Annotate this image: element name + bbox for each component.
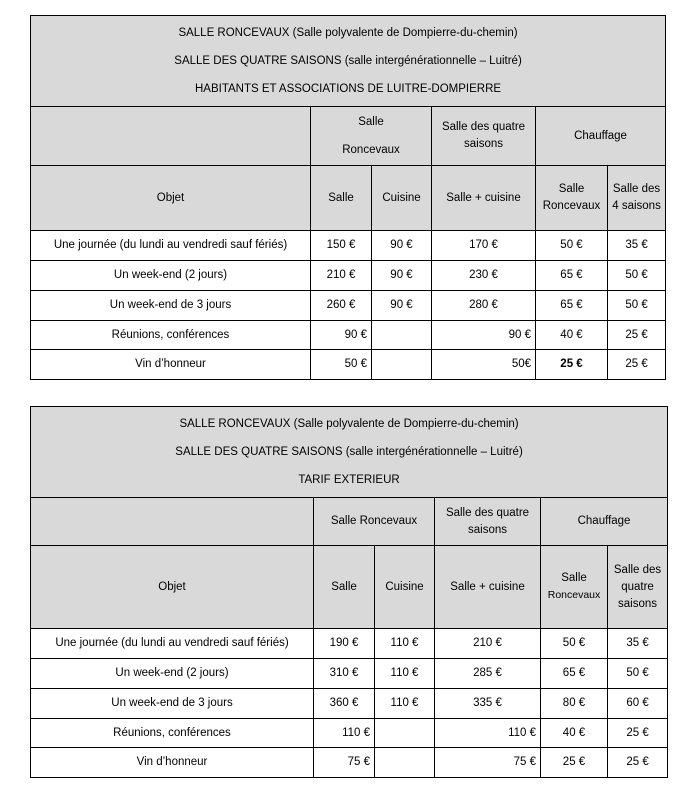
cell-chauffage-roncevaux: 25 € xyxy=(541,748,608,778)
title-line: HABITANTS ET ASSOCIATIONS DE LUITRE-DOMPIERRE xyxy=(194,83,502,95)
cell-quatre-saisons: 280 € xyxy=(432,291,536,321)
title-line: SALLE RONCEVAUX (Salle polyvalente de Dompierre-du-chemin) xyxy=(179,418,519,430)
header-line: Salle xyxy=(561,572,587,584)
header-salle-cuisine: Salle + cuisine xyxy=(435,546,541,629)
table-title-row xyxy=(31,16,666,107)
cell-quatre-saisons: 335 € xyxy=(435,689,541,719)
cell-salle: 260 € xyxy=(311,291,372,321)
cell-chauffage-roncevaux: 50 € xyxy=(541,629,608,659)
cell-cuisine xyxy=(375,719,435,748)
table-row xyxy=(31,350,666,380)
table-title xyxy=(31,16,666,107)
header-salle: Salle xyxy=(314,546,375,629)
cell-salle: 310 € xyxy=(314,659,375,689)
cell-cuisine xyxy=(375,748,435,778)
cell-objet: Une journée (du lundi au vendredi sauf fériés) xyxy=(31,231,311,261)
cell-cuisine: 110 € xyxy=(375,689,435,719)
table-row xyxy=(31,689,668,719)
header-cuisine: Cuisine xyxy=(372,166,432,231)
cell-cuisine xyxy=(372,321,432,350)
cell-chauffage-roncevaux: 80 € xyxy=(541,689,608,719)
cell-chauffage-quatre-saisons: 25 € xyxy=(608,748,668,778)
header-salle: Salle xyxy=(311,166,372,231)
cell-salle: 150 € xyxy=(311,231,372,261)
cell-chauffage-quatre-saisons: 25 € xyxy=(608,321,666,350)
cell-chauffage-roncevaux: 65 € xyxy=(536,291,608,321)
cell-quatre-saisons: 110 € xyxy=(435,719,541,748)
table-row xyxy=(31,261,666,291)
header-quatre-saisons: Salle des quatre saisons xyxy=(432,107,536,166)
cell-chauffage-roncevaux: 65 € xyxy=(541,659,608,689)
cell-cuisine: 90 € xyxy=(372,291,432,321)
header-quatre-saisons: Salle des quatre saisons xyxy=(435,498,541,546)
cell-salle: 75 € xyxy=(314,748,375,778)
header-objet: Objet xyxy=(31,166,311,231)
sub-header-row xyxy=(31,166,666,231)
title-line: SALLE DES QUATRE SAISONS (salle intergénérationnelle – Luitré) xyxy=(175,446,523,458)
cell-chauffage-quatre-saisons: 50 € xyxy=(608,659,668,689)
cell-objet: Vin d’honneur xyxy=(31,350,311,380)
empty-header-cell xyxy=(31,498,314,546)
header-cuisine: Cuisine xyxy=(375,546,435,629)
empty-header-cell xyxy=(31,107,311,166)
cell-objet: Une journée (du lundi au vendredi sauf fériés) xyxy=(31,629,314,659)
cell-chauffage-quatre-saisons: 50 € xyxy=(608,261,666,291)
cell-cuisine: 90 € xyxy=(372,231,432,261)
cell-salle: 50 € xyxy=(311,350,372,380)
header-salle-roncevaux xyxy=(311,107,432,166)
cell-quatre-saisons: 90 € xyxy=(432,321,536,350)
sub-header-row xyxy=(31,546,668,629)
tarif-table-habitants xyxy=(30,15,666,380)
cell-objet: Vin d’honneur xyxy=(31,748,314,778)
cell-chauffage-quatre-saisons: 50 € xyxy=(608,291,666,321)
table-row xyxy=(31,659,668,689)
cell-cuisine: 110 € xyxy=(375,659,435,689)
tarif-table-exterieur xyxy=(30,406,668,778)
cell-cuisine: 90 € xyxy=(372,261,432,291)
cell-salle: 90 € xyxy=(311,321,372,350)
cell-salle: 190 € xyxy=(314,629,375,659)
group-header-row xyxy=(31,107,666,166)
header-line: Roncevaux xyxy=(547,589,601,601)
header-chauffage-quatre-saisons: Salle des quatre saisons xyxy=(608,546,668,629)
cell-quatre-saisons: 210 € xyxy=(435,629,541,659)
cell-objet: Réunions, conférences xyxy=(31,321,311,350)
table-row xyxy=(31,748,668,778)
cell-quatre-saisons: 285 € xyxy=(435,659,541,689)
cell-chauffage-quatre-saisons: 25 € xyxy=(608,719,668,748)
cell-quatre-saisons: 75 € xyxy=(435,748,541,778)
cell-salle: 210 € xyxy=(311,261,372,291)
table-row xyxy=(31,629,668,659)
table-row xyxy=(31,291,666,321)
title-line: SALLE DES QUATRE SAISONS (salle intergénérationnelle – Luitré) xyxy=(174,55,522,67)
cell-chauffage-roncevaux: 40 € xyxy=(541,719,608,748)
cell-objet: Un week-end (2 jours) xyxy=(31,261,311,291)
cell-objet: Un week-end de 3 jours xyxy=(31,689,314,719)
cell-objet: Un week-end de 3 jours xyxy=(31,291,311,321)
cell-chauffage-roncevaux: 25 € xyxy=(536,350,608,380)
cell-chauffage-roncevaux: 65 € xyxy=(536,261,608,291)
title-line: TARIF EXTERIEUR xyxy=(298,474,400,486)
header-chauffage-roncevaux xyxy=(541,546,608,629)
group-header-row xyxy=(31,498,668,546)
header-chauffage-roncevaux: Salle Roncevaux xyxy=(536,166,608,231)
cell-cuisine xyxy=(372,350,432,380)
table-row xyxy=(31,321,666,350)
cell-chauffage-quatre-saisons: 60 € xyxy=(608,689,668,719)
header-chauffage: Chauffage xyxy=(536,107,666,166)
table-title xyxy=(31,407,668,498)
header-objet: Objet xyxy=(31,546,314,629)
cell-salle: 110 € xyxy=(314,719,375,748)
cell-quatre-saisons: 230 € xyxy=(432,261,536,291)
cell-chauffage-quatre-saisons: 35 € xyxy=(608,629,668,659)
cell-chauffage-quatre-saisons: 25 € xyxy=(608,350,666,380)
cell-chauffage-roncevaux: 50 € xyxy=(536,231,608,261)
cell-salle: 360 € xyxy=(314,689,375,719)
table-title-row xyxy=(31,407,668,498)
cell-quatre-saisons: 170 € xyxy=(432,231,536,261)
header-line: Salle xyxy=(358,116,384,128)
cell-objet: Réunions, conférences xyxy=(31,719,314,748)
header-line: Roncevaux xyxy=(342,144,400,156)
cell-chauffage-roncevaux: 40 € xyxy=(536,321,608,350)
header-chauffage: Chauffage xyxy=(541,498,668,546)
table-row xyxy=(31,719,668,748)
cell-quatre-saisons: 50€ xyxy=(432,350,536,380)
cell-cuisine: 110 € xyxy=(375,629,435,659)
cell-chauffage-quatre-saisons: 35 € xyxy=(608,231,666,261)
cell-objet: Un week-end (2 jours) xyxy=(31,659,314,689)
table-row xyxy=(31,231,666,261)
header-chauffage-quatre-saisons: Salle des 4 saisons xyxy=(608,166,666,231)
title-line: SALLE RONCEVAUX (Salle polyvalente de Dompierre-du-chemin) xyxy=(178,27,518,39)
header-salle-roncevaux: Salle Roncevaux xyxy=(314,498,435,546)
header-salle-cuisine: Salle + cuisine xyxy=(432,166,536,231)
